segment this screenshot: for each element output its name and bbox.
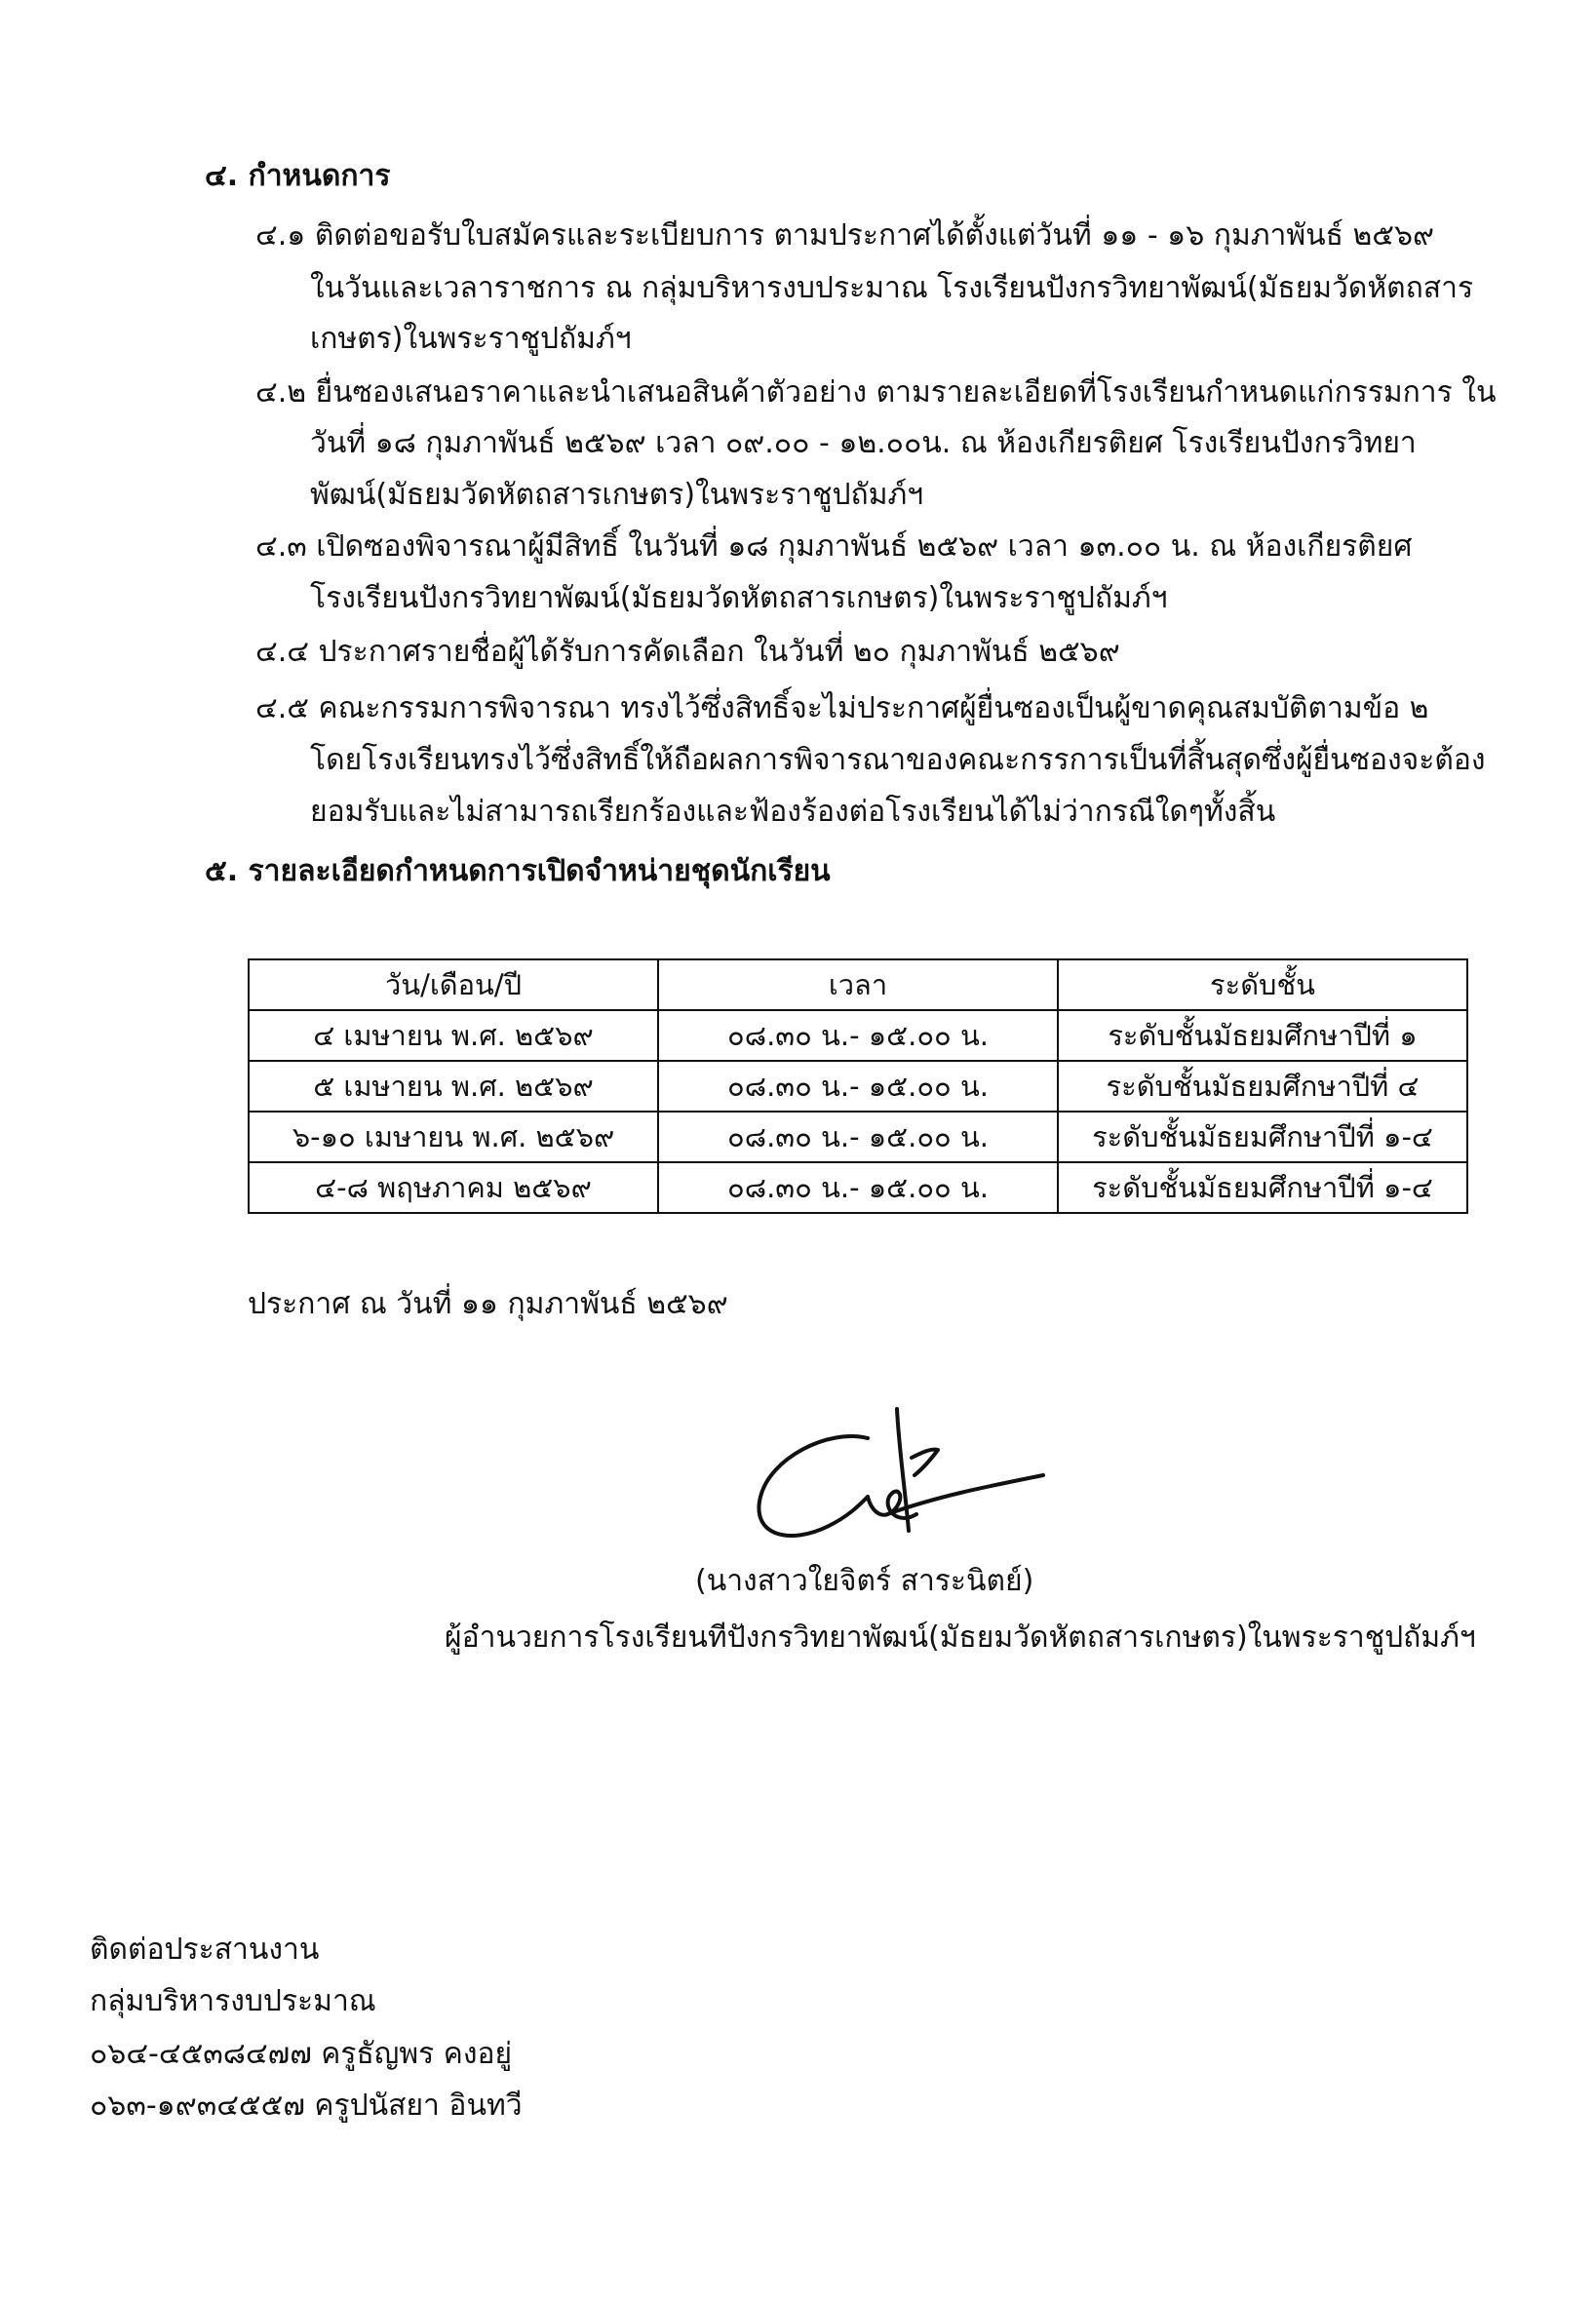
cell-level: ระดับชั้นมัธยมศึกษาปีที่ ๑-๔: [1058, 1162, 1467, 1213]
cell-level: ระดับชั้นมัธยมศึกษาปีที่ ๔: [1058, 1061, 1467, 1112]
header-date: วัน/เดือน/ปี: [249, 959, 658, 1010]
item-4-1-line-2: ในวันและเวลาราชการ ณ กลุ่มบริหารงบประมาณ โรงเรียนปังกรวิทยาพัฒน์(มัธยมวัดหัตถสาร: [310, 271, 1474, 305]
item-4-2-line-3: พัฒน์(มัธยมวัดหัตถสารเกษตร)ในพระราชูปถัมภ์ฯ: [310, 478, 924, 512]
cell-level: ระดับชั้นมัธยมศึกษาปีที่ ๑-๔: [1058, 1112, 1467, 1162]
item-4-2-line-2: วันที่ ๑๘ กุมภาพันธ์ ๒๕๖๙ เวลา ๐๙.๐๐ - ๑๒.๐๐น. ณ ห้องเกียรติยศ โรงเรียนปังกรวิทยา: [310, 426, 1417, 460]
signer-title: ผู้อำนวยการโรงเรียนทีปังกรวิทยาพัฒน์(มัธยมวัดหัตถสารเกษตร)ในพระราชูปถัมภ์ฯ: [445, 1621, 1476, 1655]
section-4-heading: ๔. กำหนดการ: [205, 159, 391, 193]
item-4-2-number: ๔.๒: [255, 375, 307, 410]
signature-image: [751, 1399, 1063, 1565]
contact-phone-2: ๐๖๓-๑๙๓๔๕๕๗ ครูปนัสยา อินทวี: [90, 2089, 523, 2123]
item-4-1-line-3: เกษตร)ในพระราชูปถัมภ์ฯ: [310, 322, 632, 356]
cell-date: ๔-๘ พฤษภาคม ๒๕๖๙: [249, 1162, 658, 1213]
cell-time: ๐๘.๓๐ น.- ๑๕.๐๐ น.: [658, 1061, 1058, 1112]
cell-time: ๐๘.๓๐ น.- ๑๕.๐๐ น.: [658, 1112, 1058, 1162]
table-header-row: [249, 959, 1467, 1010]
item-4-3-text-1: เปิดซองพิจารณาผู้มีสิทธิ์ ในวันที่ ๑๘ กุมภาพันธ์ ๒๕๖๙ เวลา ๑๓.๐๐ น. ณ ห้องเกียรติยศ: [316, 529, 1413, 564]
cell-time: ๐๘.๓๐ น.- ๑๕.๐๐ น.: [658, 1162, 1058, 1213]
cell-date: ๔ เมษายน พ.ศ. ๒๕๖๙: [249, 1010, 658, 1061]
contact-label: ติดต่อประสานงาน: [90, 1933, 320, 1967]
cell-level: ระดับชั้นมัธยมศึกษาปีที่ ๑: [1058, 1010, 1467, 1061]
announcement-date: ประกาศ ณ วันที่ ๑๑ กุมภาพันธ์ ๒๕๖๙: [248, 1287, 728, 1321]
header-time: เวลา: [658, 959, 1058, 1010]
cell-time: ๐๘.๓๐ น.- ๑๕.๐๐ น.: [658, 1010, 1058, 1061]
item-4-1-text-1: ติดต่อขอรับใบสมัครและระเบียบการ ตามประกาศได้ตั้งแต่วันที่ ๑๑ - ๑๖ กุมภาพันธ์ ๒๕๖๙: [314, 218, 1434, 253]
table-row: [249, 1061, 1467, 1112]
item-4-2-text-1: ยื่นซองเสนอราคาและนำเสนอสินค้าตัวอย่าง ตามรายละเอียดที่โรงเรียนกำหนดแก่กรรมการ ใน: [315, 375, 1497, 410]
item-4-5-line-3: ยอมรับและไม่สามารถเรียกร้องและฟ้องร้องต่อโรงเรียนได้ไม่ว่ากรณีใดๆทั้งสิ้น: [310, 795, 1276, 829]
item-4-3-line-1: [255, 529, 1412, 565]
table-row: [249, 1112, 1467, 1162]
header-level: ระดับชั้น: [1058, 959, 1467, 1010]
item-4-4-text-1: ประกาศรายชื่อผู้ได้รับการคัดเลือก ในวันที่ ๒๐ กุมภาพันธ์ ๒๕๖๙: [318, 635, 1120, 669]
table-row: [249, 1162, 1467, 1213]
item-4-1-number: ๔.๑: [255, 218, 306, 253]
signer-name: (นางสาวใยจิตร์ สาระนิตย์): [695, 1564, 1034, 1598]
item-4-1-line-1: [255, 218, 1434, 254]
item-4-3-line-2: โรงเรียนปังกรวิทยาพัฒน์(มัธยมวัดหัตถสารเกษตร)ในพระราชูปถัมภ์ฯ: [310, 581, 1168, 615]
item-4-4-line-1: [255, 635, 1120, 670]
item-4-3-number: ๔.๓: [255, 529, 307, 564]
item-4-5-number: ๔.๕: [255, 691, 309, 725]
cell-date: ๖-๑๐ เมษายน พ.ศ. ๒๕๖๙: [249, 1112, 658, 1162]
contact-phone-1: ๐๖๔-๔๕๓๘๔๗๗ ครูธัญพร คงอยู่: [90, 2037, 513, 2071]
section-5-heading: ๕. รายละเอียดกำหนดการเปิดจำหน่ายชุดนักเรียน: [205, 854, 831, 888]
table-row: [249, 1010, 1467, 1061]
schedule-table: [248, 958, 1468, 1214]
item-4-5-text-1: คณะกรรมการพิจารณา ทรงไว้ซึ่งสิทธิ์จะไม่ประกาศผู้ยื่นซองเป็นผู้ขาดคุณสมบัติตามข้อ ๒: [318, 691, 1429, 725]
item-4-2-line-1: [255, 375, 1496, 410]
item-4-5-line-2: โดยโรงเรียนทรงไว้ซึ่งสิทธิ์ให้ถือผลการพิจารณาของคณะกรรการเป็นที่สิ้นสุดซึ่งผู้ยื่นซองจะต้อง: [310, 743, 1486, 777]
item-4-5-line-1: [255, 691, 1428, 726]
item-4-4-number: ๔.๔: [255, 635, 309, 669]
contact-department: กลุ่มบริหารงบประมาณ: [90, 1984, 376, 2018]
cell-date: ๕ เมษายน พ.ศ. ๒๕๖๙: [249, 1061, 658, 1112]
